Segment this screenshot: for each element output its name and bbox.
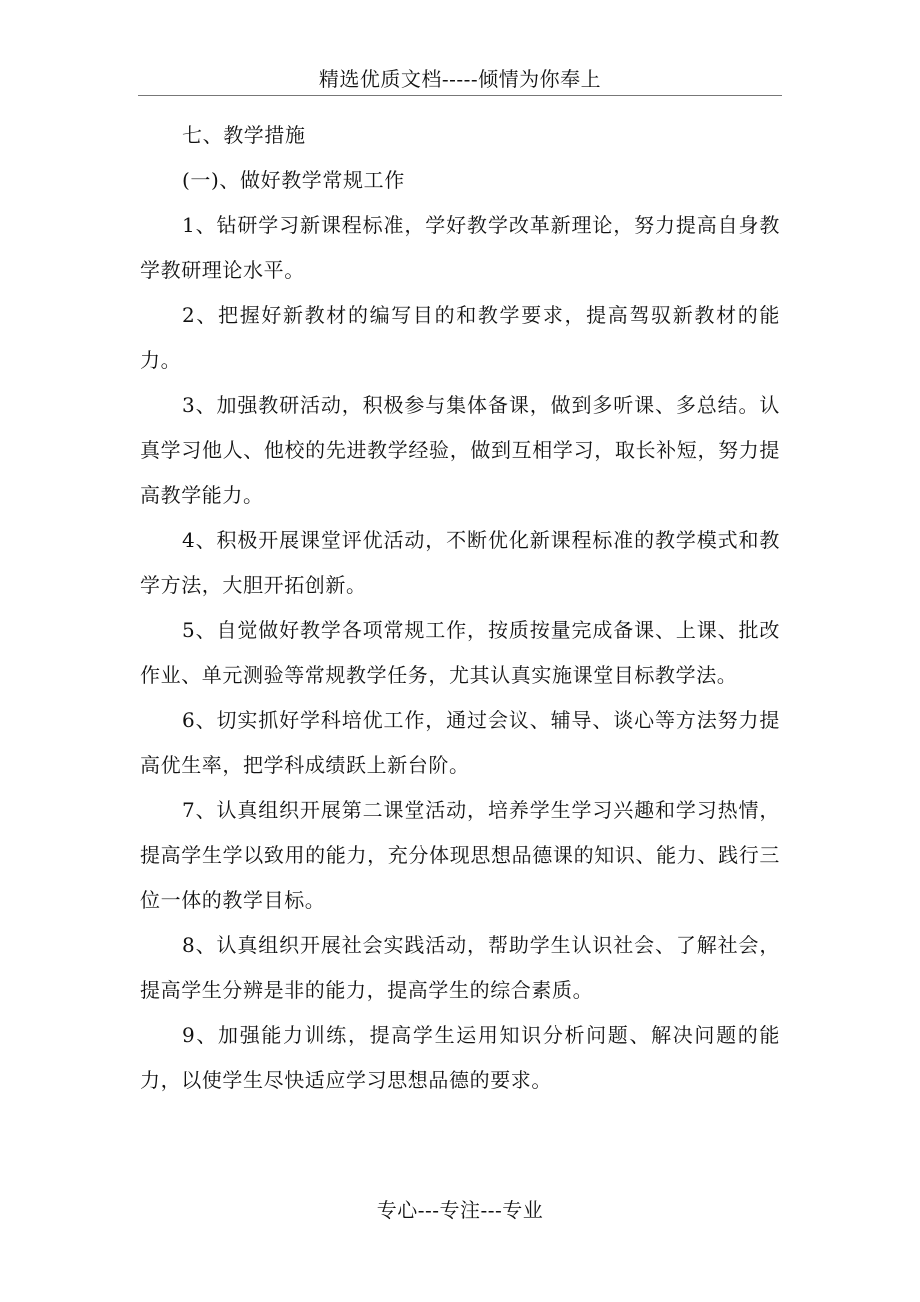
paragraph-item-3: 3、加强教研活动，积极参与集体备课，做到多听课、多总结。认真学习他人、他校的先进教学经验，做到互相学习，取长补短，努力提高教学能力。 xyxy=(140,393,780,507)
paragraph-item-8: 8、认真组织开展社会实践活动，帮助学生认识社会、了解社会，提高学生分辨是非的能力，提高学生的综合素质。 xyxy=(140,933,780,1002)
page-footer: 专心---专注---专业 xyxy=(376,1198,544,1222)
paragraph-item-9: 9、加强能力训练，提高学生运用知识分析问题、解决问题的能力，以使学生尽快适应学习思想品德的要求。 xyxy=(140,1023,780,1092)
paragraph-item-2: 2、把握好新教材的编写目的和教学要求，提高驾驭新教材的能力。 xyxy=(140,303,780,372)
subsection-heading: (一)、做好教学常规工作 xyxy=(182,168,405,192)
paragraph-item-6: 6、切实抓好学科培优工作，通过会议、辅导、谈心等方法努力提高优生率，把学科成绩跃上新台阶。 xyxy=(140,708,780,777)
page-header: 精选优质文档-----倾情为你奉上 xyxy=(138,62,782,96)
document-body xyxy=(140,113,780,1103)
paragraph-item-7: 7、认真组织开展第二课堂活动，培养学生学习兴趣和学习热情，提高学生学以致用的能力，充分体现思想品德课的知识、能力、践行三位一体的教学目标。 xyxy=(140,798,780,912)
paragraph-item-1: 1、钻研学习新课程标准，学好教学改革新理论，努力提高自身教学教研理论水平。 xyxy=(140,213,780,282)
paragraph-item-5: 5、自觉做好教学各项常规工作，按质按量完成备课、上课、批改作业、单元测验等常规教学任务，尤其认真实施课堂目标教学法。 xyxy=(140,618,780,687)
section-heading: 七、教学措施 xyxy=(182,123,306,147)
paragraph-item-4: 4、积极开展课堂评优活动，不断优化新课程标准的教学模式和教学方法，大胆开拓创新。 xyxy=(140,528,780,597)
